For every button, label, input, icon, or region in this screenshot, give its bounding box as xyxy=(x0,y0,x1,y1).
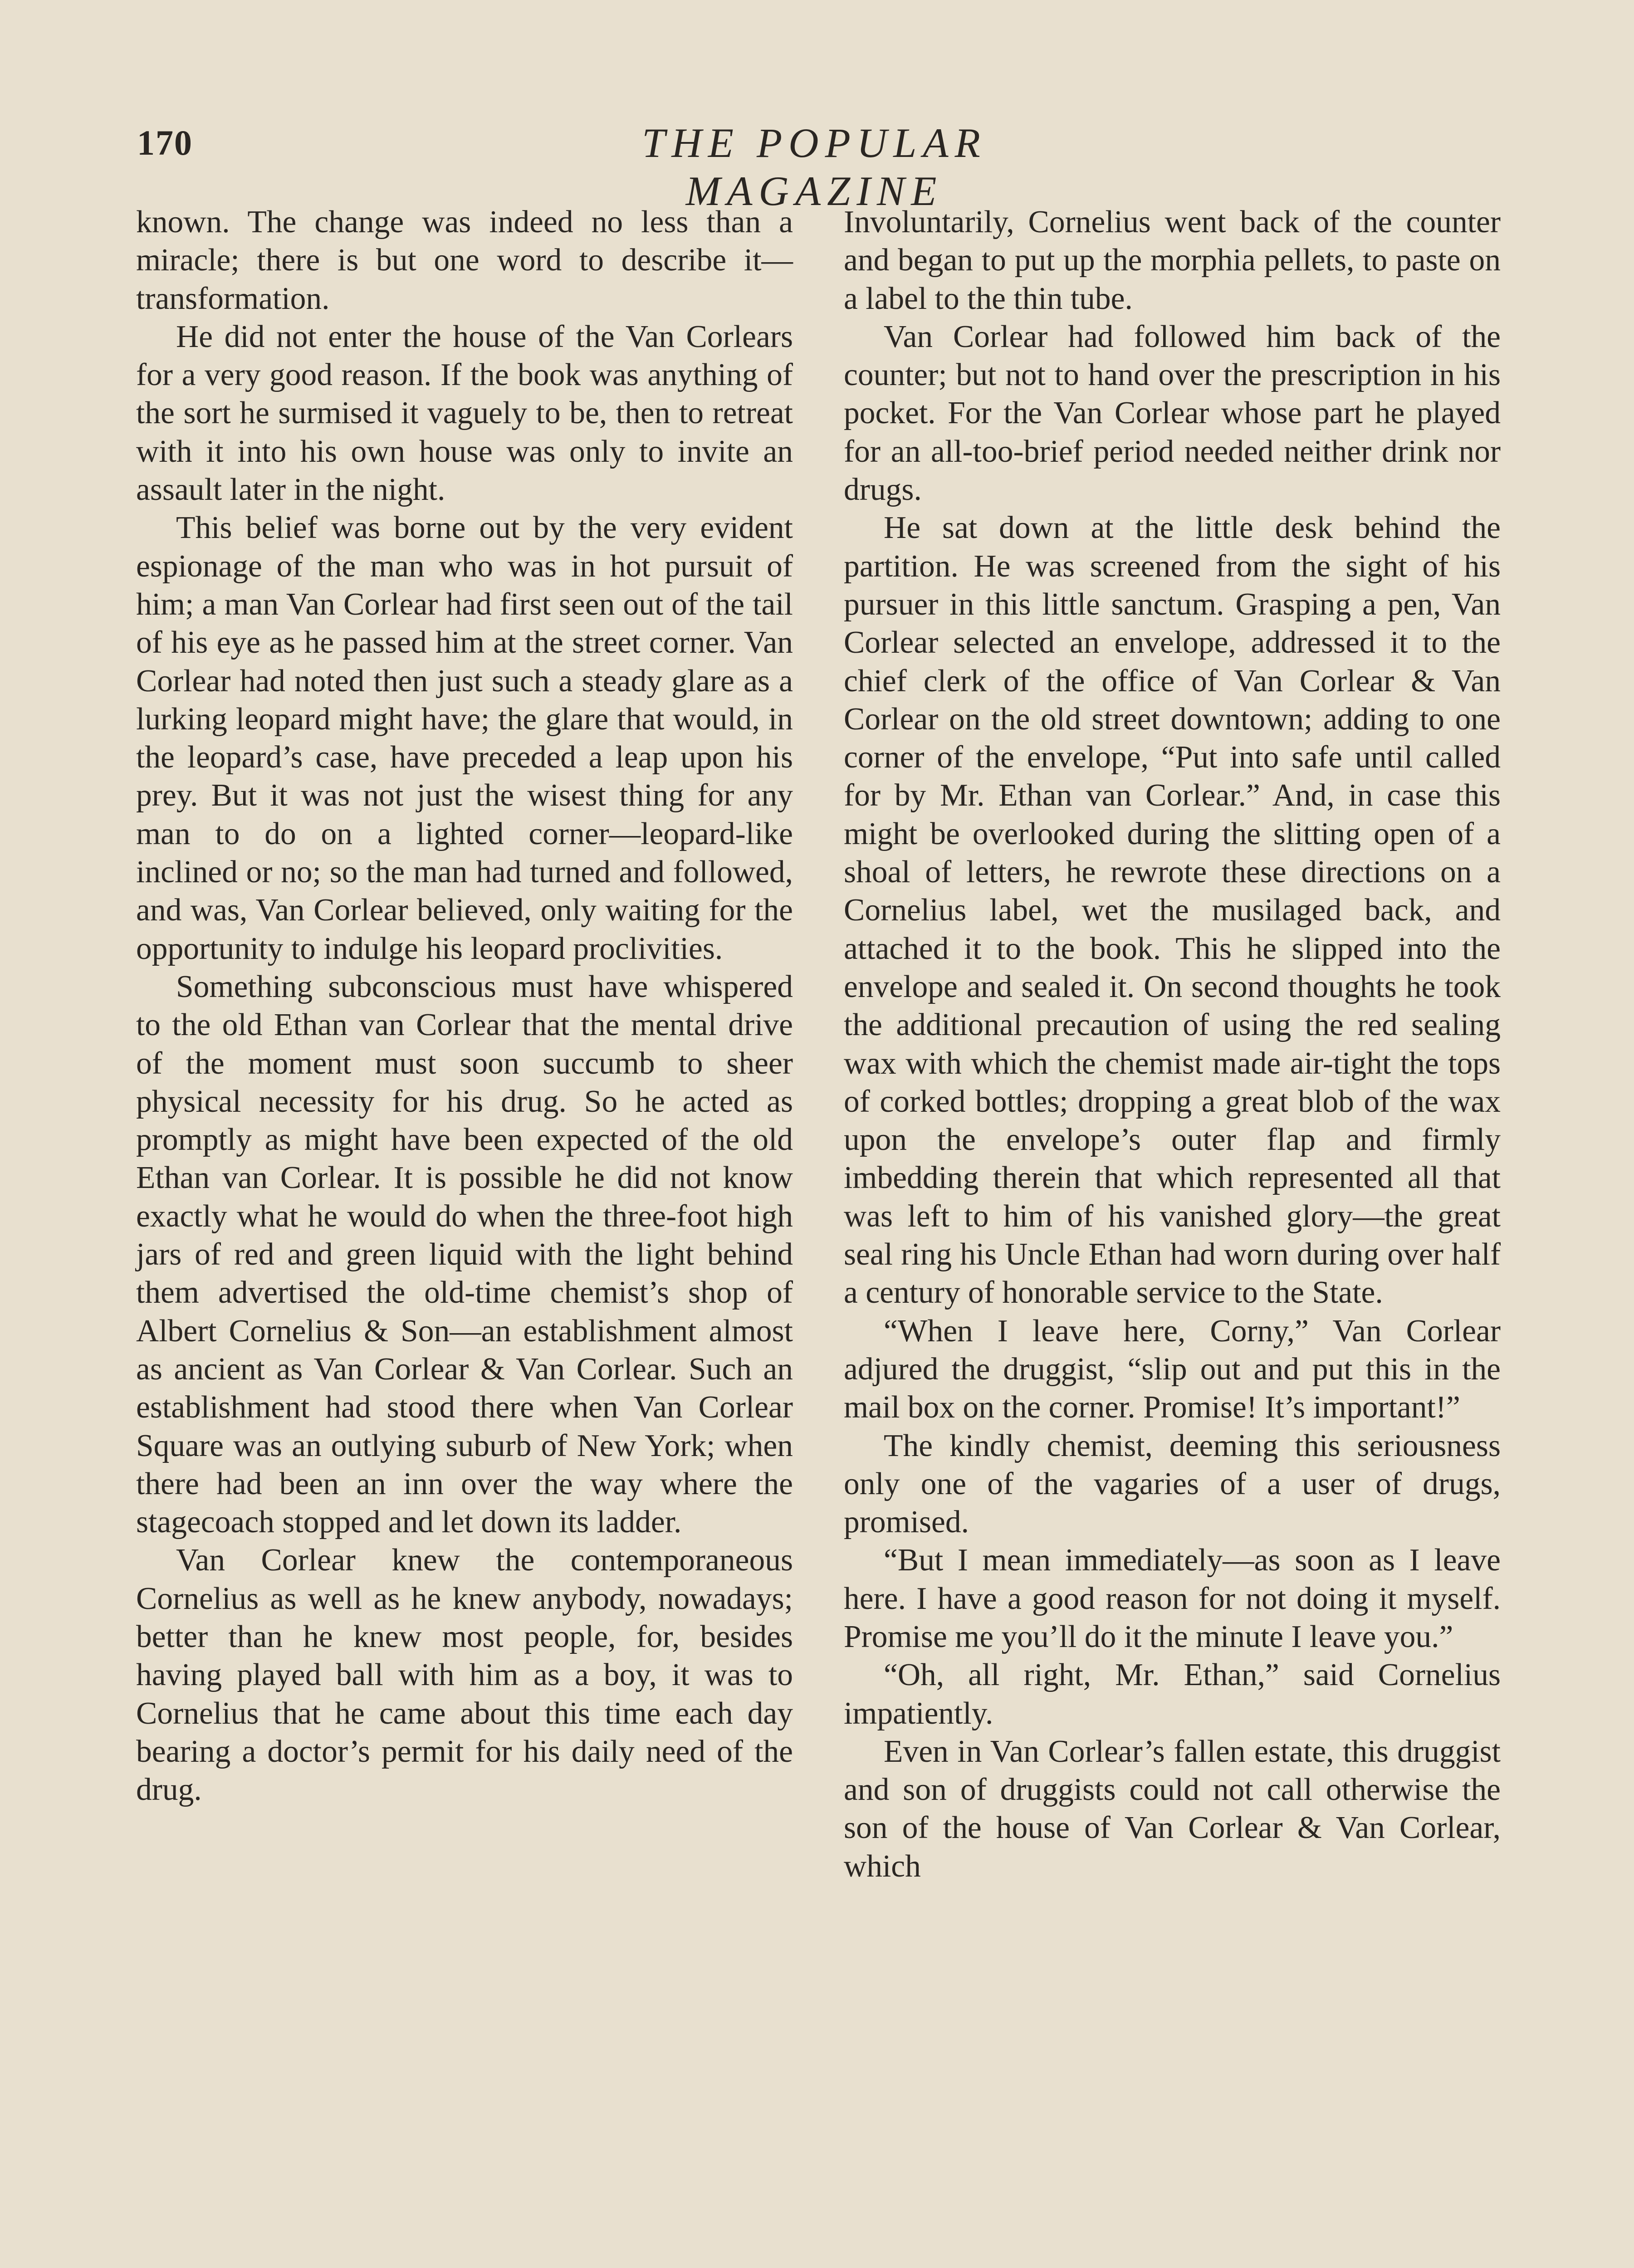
left-text-column xyxy=(136,203,793,2268)
right-paragraph-5: The kindly chemist, deeming this seriousness only one of the vagaries of a user of drugs, promised. xyxy=(844,1428,1501,1540)
running-title: THE POPULAR MAGAZINE xyxy=(642,120,987,214)
left-paragraph-5: Van Corlear knew the contemporaneous Cornelius as well as he knew anybody, nowadays; better than he knew most people, for, besides having played ball with him as a boy, it was to Cornelius that he came about this time each day bearing a doctor’s permit for his daily need of the drug. xyxy=(136,1543,793,1808)
left-paragraph-4: Something subconscious must have whispered to the old Ethan van Corlear that the mental drive of the moment must soon succumb to sheer physical necessity for his drug. So he acted as promptly as might have been expected of the old Ethan van Corlear. It is possible he did not know exactly what he would do when the three-foot high jars of red and green liquid with the light behind them advertised the old-time chemist’s shop of Albert Cornelius & Son—an establishment almost as ancient as Van Corlear & Van Corlear. Such an establishment had stood there when Van Corlear Square was an outlying suburb of New York; when there had been an inn over the way where the stagecoach stopped and let down its ladder. xyxy=(136,969,793,1540)
right-text-column xyxy=(844,203,1501,2268)
right-paragraph-8: Even in Van Corlear’s fallen estate, this druggist and son of druggists could not call otherwise the son of the house of Van Corlear & Van Corlear, which xyxy=(844,1734,1501,1884)
right-paragraph-6: “But I mean immediately—as soon as I leave here. I have a good reason for not doing it myself. Promise me you’ll do it the minute I leave you.” xyxy=(844,1543,1501,1654)
right-paragraph-2: Van Corlear had followed him back of the counter; but not to hand over the prescription in his pocket. For the Van Corlear whose part he played for an all-too-brief period needed neither drink nor drugs. xyxy=(844,319,1501,508)
page-header xyxy=(0,0,1634,214)
right-paragraph-1: Involuntarily, Cornelius went back of the counter and began to put up the morphia pellets, to paste on a label to the thin tube. xyxy=(844,205,1501,316)
right-paragraph-7: “Oh, all right, Mr. Ethan,” said Cornelius impatiently. xyxy=(844,1657,1501,1731)
left-paragraph-3: This belief was borne out by the very evident espionage of the man who was in hot pursuit of him; a man Van Corlear had first seen out of the tail of his eye as he passed him at the street corner. Van Corlear had noted then just such a steady glare as a lurking leopard might have; the glare that would, in the leopard’s case, have preceded a leap upon his prey. But it was not just the wisest thing for any man to do on a lighted corner—leopard-like inclined or no; so the man had turned and followed, and was, Van Corlear believed, only waiting for the opportunity to indulge his leopard proclivities. xyxy=(136,510,793,966)
right-paragraph-3: He sat down at the little desk behind the partition. He was screened from the sight of his pursuer in this little sanctum. Grasping a pen, Van Corlear selected an envelope, addressed it to the chief clerk of the office of Van Corlear & Van Corlear on the old street downtown; adding to one corner of the envelope, “Put into safe until called for by Mr. Ethan van Corlear.” And, in case this might be overlooked during the slitting open of a shoal of letters, he rewrote these directions on a Cornelius label, wet the musilaged back, and attached it to the book. This he slipped into the envelope and sealed it. On second thoughts he took the additional precaution of using the red sealing wax with which the chemist made air-tight the tops of corked bottles; dropping a great blob of the wax upon the envelope’s outer flap and firmly imbedding therein that which represented all that was left to him of his vanished glory—the great seal ring his Uncle Ethan had worn during over half a century of honorable service to the State. xyxy=(844,510,1501,1310)
page-number: 170 xyxy=(137,123,193,162)
right-paragraph-4: “When I leave here, Corny,” Van Corlear adjured the druggist, “slip out and put this in the mail box on the corner. Promise! It’s important!” xyxy=(844,1313,1501,1425)
left-paragraph-1: known. The change was indeed no less than a miracle; there is but one word to describe it—transformation. xyxy=(136,205,793,316)
left-paragraph-2: He did not enter the house of the Van Corlears for a very good reason. If the book was anything of the sort he surmised it vaguely to be, then to retreat with it into his own house was only to invite an assault later in the night. xyxy=(136,319,793,508)
